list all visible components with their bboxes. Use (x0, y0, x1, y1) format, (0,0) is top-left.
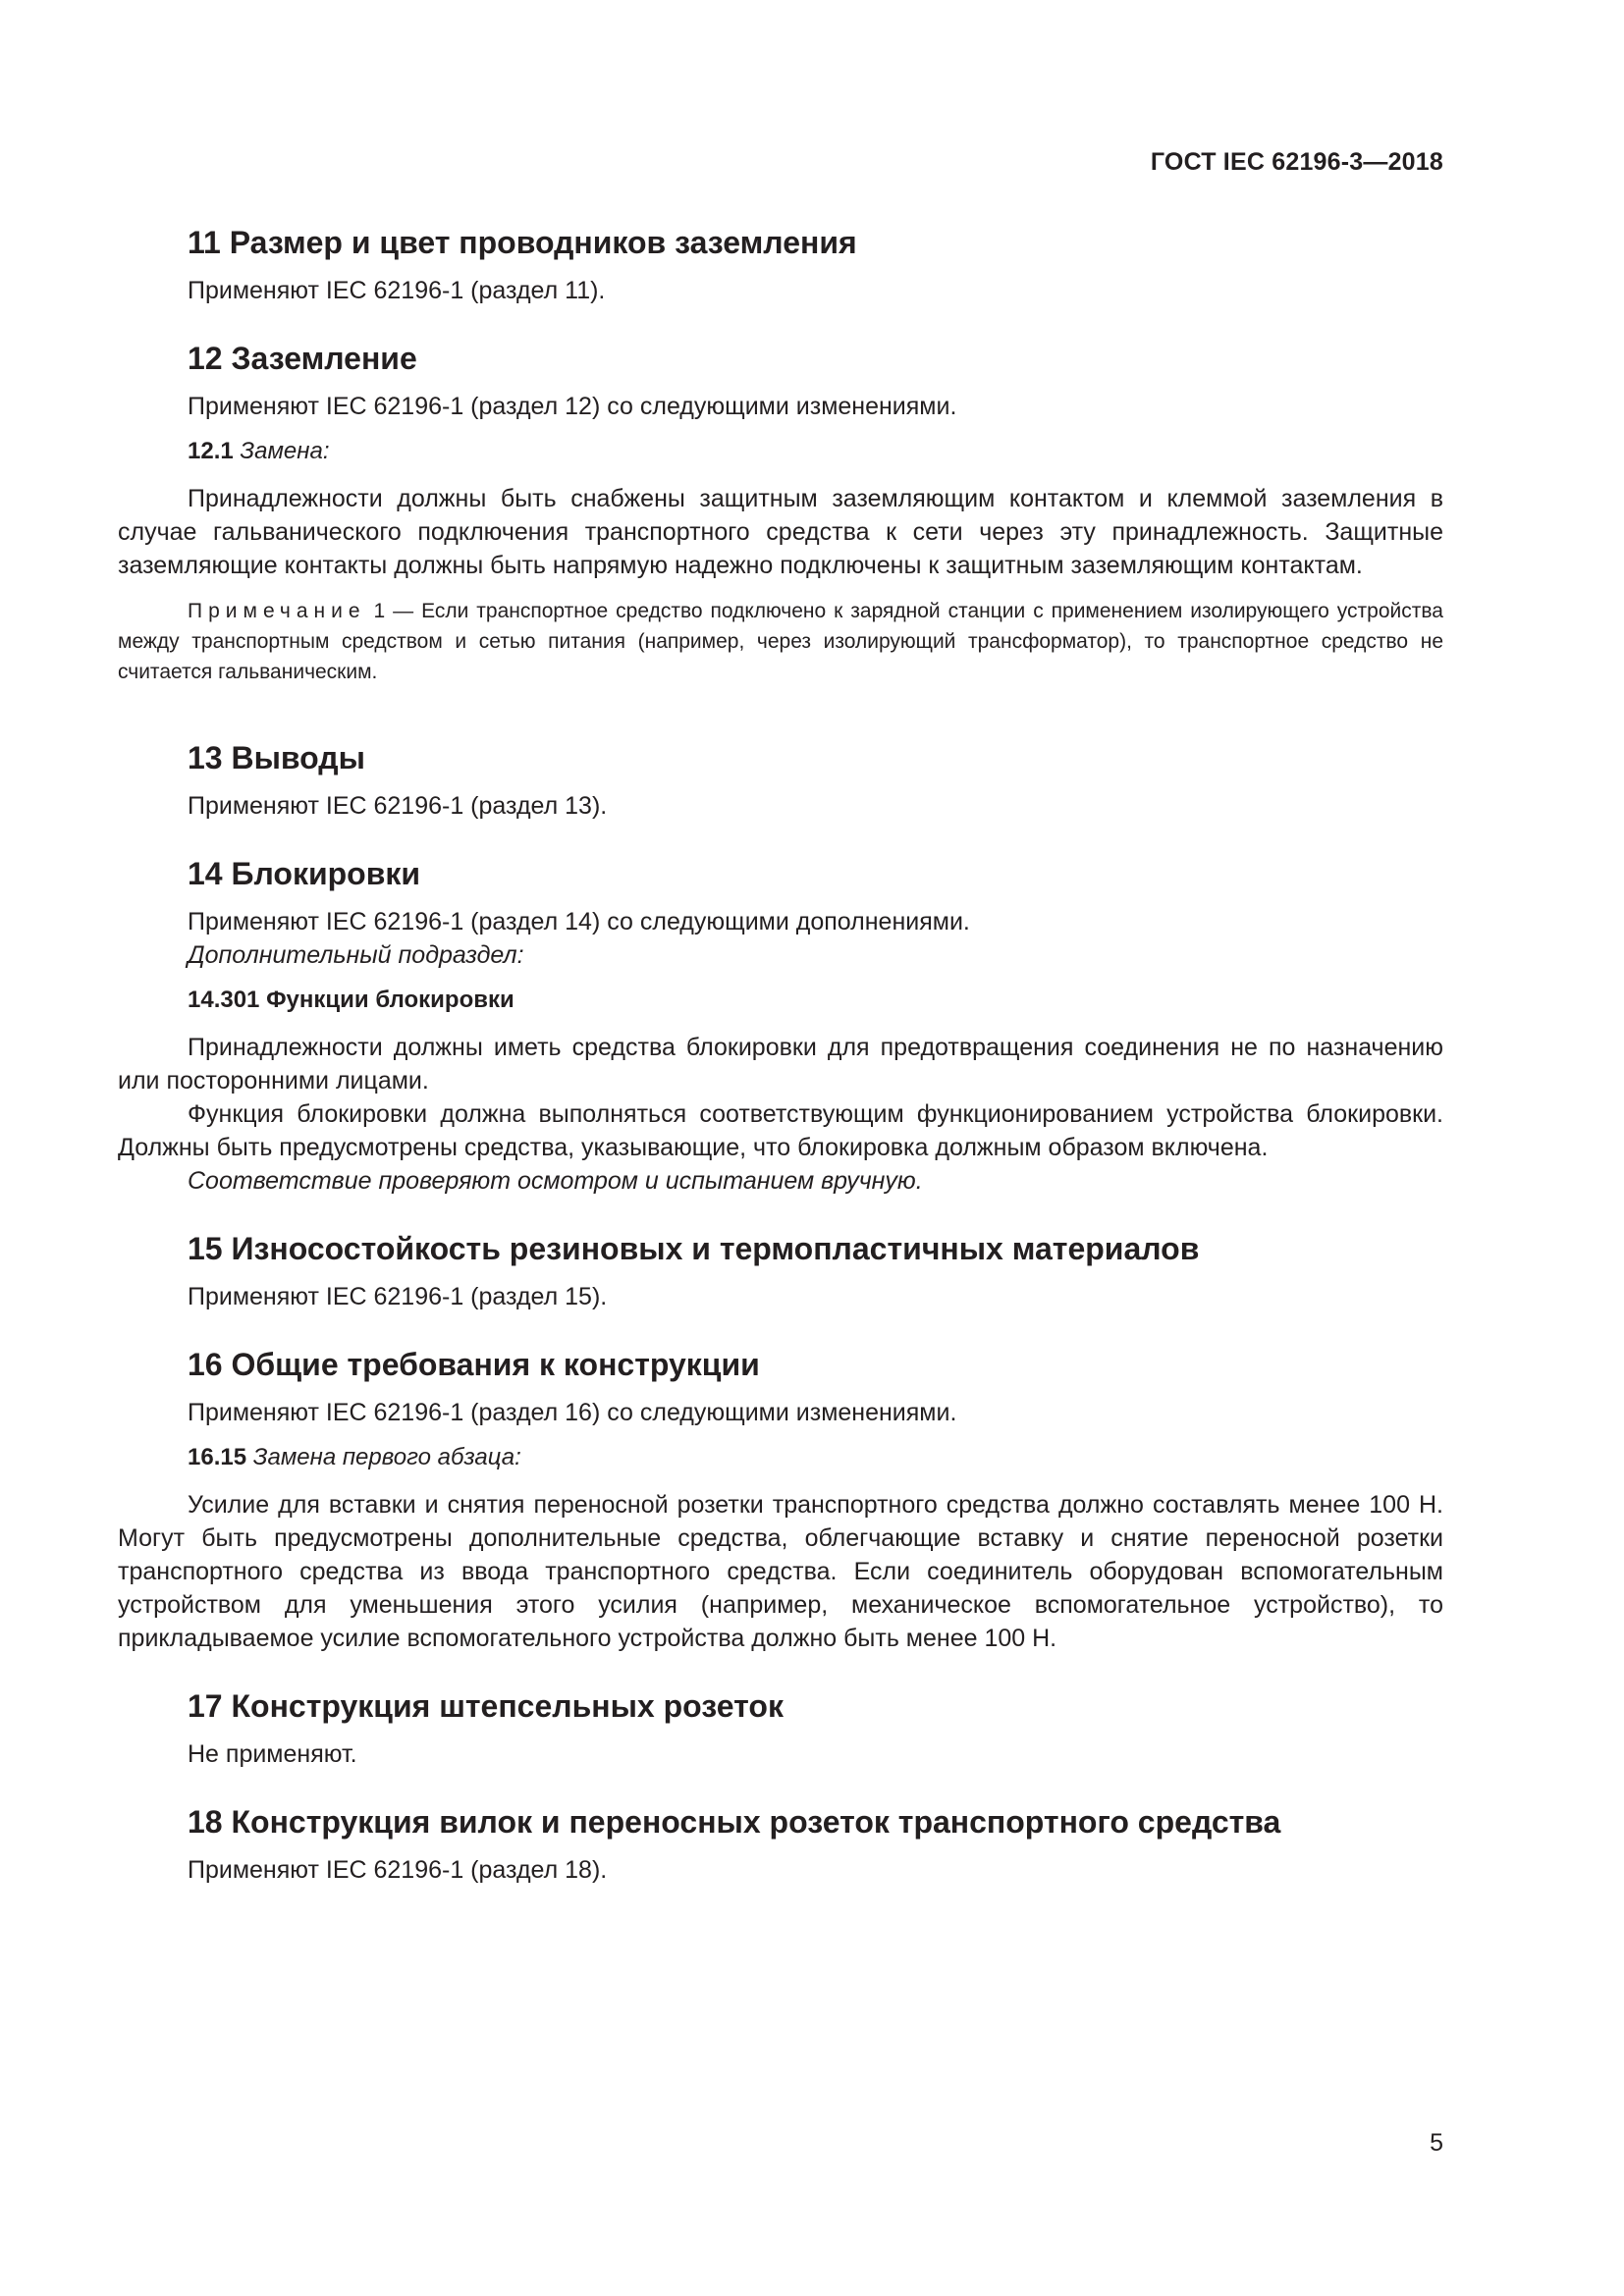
section-18-title: 18 Конструкция вилок и переносных розеток транспортного средства (188, 1804, 1281, 1840)
subsection-14-301-title: 14.301 Функции блокировки (188, 987, 514, 1013)
section-11-text: Применяют IEC 62196-1 (раздел 11). (188, 277, 606, 304)
section-16-text: Применяют IEC 62196-1 (раздел 16) со следующими изменениями. (188, 1399, 957, 1426)
section-12-title: 12 Заземление (188, 341, 417, 376)
section-14-title: 14 Блокировки (188, 856, 421, 891)
section-15-text: Применяют IEC 62196-1 (раздел 15). (188, 1283, 608, 1310)
section-17-title: 17 Конструкция штепсельных розеток (188, 1688, 784, 1724)
page-number: 5 (1430, 2129, 1443, 2157)
section-11 (118, 223, 1443, 307)
section-18-text: Применяют IEC 62196-1 (раздел 18). (188, 1856, 608, 1884)
section-14-paragraph-3-italic: Соответствие проверяют осмотром и испытанием вручную. (188, 1167, 923, 1195)
section-15-title: 15 Износостойкость резиновых и термопластичных материалов (188, 1231, 1200, 1266)
page-content (118, 223, 1443, 1887)
section-17 (118, 1686, 1443, 1771)
section-14-paragraph-1: Принадлежности должны иметь средства блокировки для предотвращения соединения не по назначению или посторонними лицами. (118, 1034, 1443, 1095)
section-14-paragraph-3 (118, 1164, 1443, 1198)
subsection-16-15-number: 16.15 (188, 1444, 247, 1470)
note-label: Примечание (188, 600, 366, 622)
subsection-16-15 (118, 1441, 1443, 1474)
section-15 (118, 1229, 1443, 1313)
section-16-paragraph: Усилие для вставки и снятия переносной розетки транспортного средства должно составлять менее 100 Н. Могут быть предусмотрены дополнительные средства, облегчающие вставку и снятие переносной розетки транспортного средства из ввода транспортного средства. Если соединитель оборудован вспомогательным устройством для уменьшения этого усилия (например, механическое вспомогательное устройство), то прикладываемое усилие вспомогательного устройства должно быть менее 100 Н. (118, 1491, 1443, 1652)
document-code-header: ГОСТ IEC 62196-3—2018 (1150, 148, 1443, 176)
section-14-text-2 (118, 938, 1443, 972)
section-13-title: 13 Выводы (188, 740, 365, 775)
note-text: — Если транспортное средство подключено к зарядной станции с применением изолирующего устройства между транспортным средством и сетью питания (например, через изолирующий трансформатор), то транспортное средство не считается гальваническим. (118, 600, 1443, 683)
note-1 (118, 596, 1443, 687)
section-16 (118, 1345, 1443, 1655)
subsection-12-1 (118, 435, 1443, 468)
section-13-text: Применяют IEC 62196-1 (раздел 13). (188, 792, 608, 820)
section-16-title: 16 Общие требования к конструкции (188, 1347, 760, 1382)
subsection-12-1-label: Замена: (240, 438, 330, 464)
subsection-12-1-number: 12.1 (188, 438, 234, 464)
section-17-text: Не применяют. (188, 1740, 357, 1768)
section-14-paragraph-2: Функция блокировки должна выполняться соответствующим функционированием устройства блокировки. Должны быть предусмотрены средства, указывающие, что блокировка должным образом включена. (118, 1100, 1443, 1161)
subsection-16-15-label: Замена первого абзаца: (252, 1444, 521, 1470)
section-12-text: Применяют IEC 62196-1 (раздел 12) со следующими изменениями. (188, 393, 957, 420)
section-11-title: 11 Размер и цвет проводников заземления (188, 225, 857, 260)
note-number: 1 (373, 600, 386, 622)
section-14-text: Применяют IEC 62196-1 (раздел 14) со следующими дополнениями. (188, 908, 970, 935)
section-14 (118, 854, 1443, 1198)
section-12 (118, 339, 1443, 687)
section-14-text-2-italic: Дополнительный подраздел: (188, 941, 524, 969)
section-13 (118, 738, 1443, 823)
section-18 (118, 1802, 1443, 1887)
section-12-paragraph: Принадлежности должны быть снабжены защитным заземляющим контактом и клеммой заземления в случае гальванического подключения транспортного средства к сети через эту принадлежность. Защитные заземляющие контакты должны быть напрямую надежно подключены к защитным заземляющим контактам. (118, 485, 1443, 579)
